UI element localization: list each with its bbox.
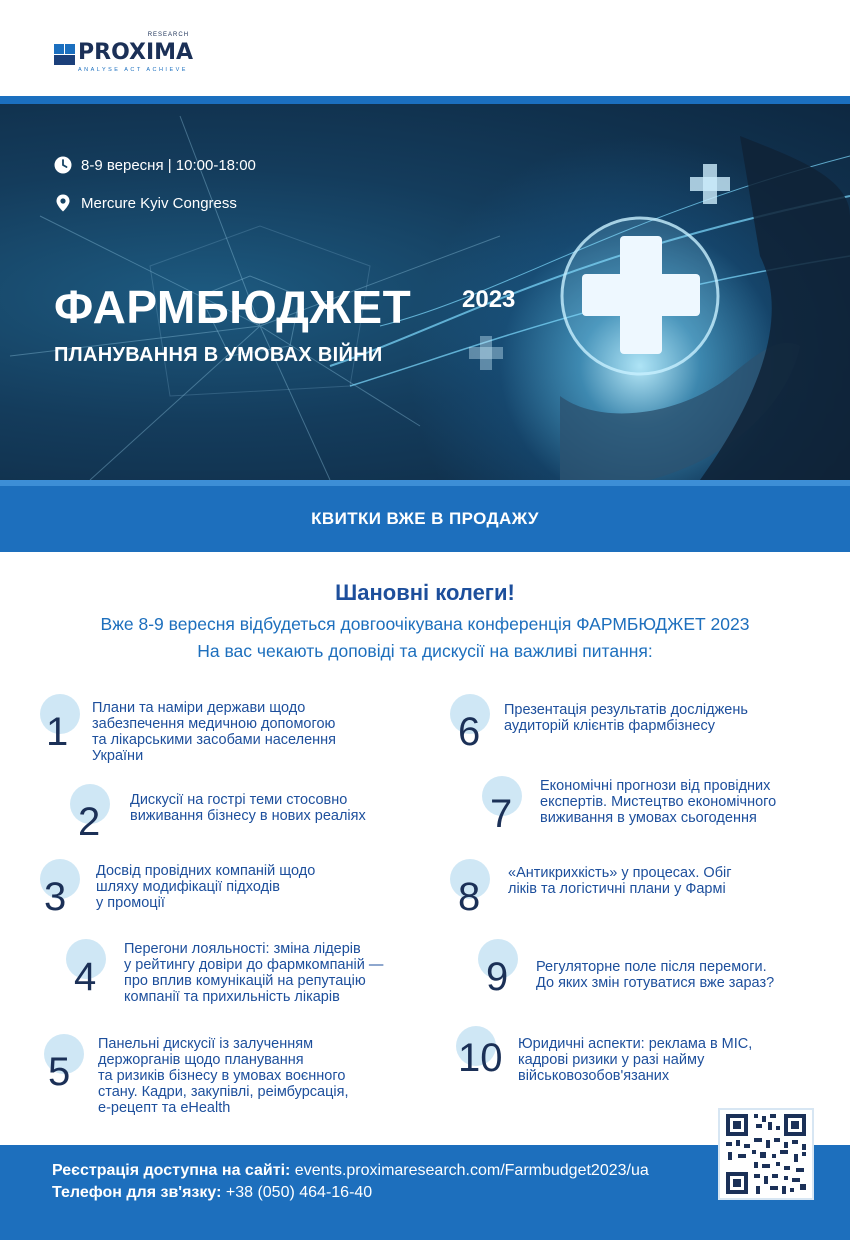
event-title: ФАРМБЮДЖЕТ <box>54 281 412 333</box>
event-venue-row <box>54 194 237 212</box>
proxima-logo[interactable] <box>54 32 194 73</box>
qr-code[interactable] <box>718 1108 814 1200</box>
agenda-number: 4 <box>74 955 97 999</box>
event-date-time: 8-9 вересня | 10:00-18:00 <box>81 156 256 174</box>
agenda-text: Досвід провідних компаній щодо шляху модифікації підходів у промоції <box>96 863 316 911</box>
agenda-number: 8 <box>458 875 481 919</box>
logo-name: PROXIMA <box>78 40 194 65</box>
greeting-heading: Шановні колеги! <box>335 580 515 605</box>
agenda-text: «Антикрихкість» у процесах. Обіг ліків та логістичні плани у Фармі <box>508 865 732 897</box>
phone-row <box>52 1184 372 1202</box>
phone-number[interactable]: +38 (050) 464-16-40 <box>225 1184 373 1201</box>
tickets-label: КВИТКИ ВЖЕ В ПРОДАЖУ <box>311 509 539 528</box>
agenda-number: 5 <box>48 1050 71 1094</box>
event-year: 2023 <box>462 286 516 313</box>
agenda-text: Економічні прогнози від провідних експертів. Мистецтво економічного виживання в умовах сьогодення <box>540 778 777 826</box>
agenda-number: 10 <box>458 1036 503 1080</box>
registration-link[interactable]: events.proximaresearch.com/Farmbudget2023/ua <box>294 1162 649 1179</box>
registration-row <box>52 1162 649 1180</box>
intro-line-2: На вас чекають доповіді та дискусії на важливі питання: <box>197 641 653 661</box>
agenda-number: 3 <box>44 875 67 919</box>
location-pin-icon <box>54 194 72 212</box>
agenda-number: 7 <box>490 792 513 836</box>
agenda-text: Юридичні аспекти: реклама в МІС, кадрові ризики у разі найму військовозобов'язаних <box>518 1036 753 1084</box>
intro-line-1: Вже 8-9 вересня відбудеться довгоочікувана конференція ФАРМБЮДЖЕТ 2023 <box>100 614 750 634</box>
header <box>0 0 850 96</box>
event-venue: Mercure Kyiv Congress <box>81 194 237 212</box>
registration-label: Реєстрація доступна на сайті: <box>52 1162 291 1179</box>
tickets-banner[interactable] <box>0 480 850 552</box>
event-date-row <box>54 156 256 174</box>
agenda-number: 6 <box>458 710 481 754</box>
agenda-text: Перегони лояльності: зміна лідерів у рейтингу довіри до фармкомпаній — про вплив комунікацій на репутацію компанії та прихильність лікарів <box>124 941 384 1005</box>
agenda-text: Плани та наміри держави щодо забезпечення медичною допомогою та лікарськими засобами населення України <box>92 700 337 764</box>
agenda-text: Регуляторне поле після перемоги. До яких змін готуватися вже зараз? <box>536 959 775 991</box>
agenda-number: 1 <box>46 710 69 754</box>
agenda-number: 9 <box>486 955 509 999</box>
logo-mark-icon <box>54 44 76 66</box>
clock-icon <box>54 156 72 174</box>
qr-code-icon <box>720 1110 812 1198</box>
agenda-text: Презентація результатів досліджень аудиторій клієнтів фармбізнесу <box>504 702 748 734</box>
agenda-text: Дискусії на гострі теми стосовно виживання бізнесу в нових реаліях <box>130 792 366 824</box>
logo-research-label: RESEARCH <box>147 32 190 38</box>
phone-label: Телефон для зв'язку: <box>52 1184 222 1201</box>
hero-banner <box>0 96 850 480</box>
logo-tagline: ANALYSE ACT ACHIEVE <box>78 67 188 73</box>
event-subtitle: ПЛАНУВАННЯ В УМОВАХ ВІЙНИ <box>54 344 383 366</box>
agenda-text: Панельні дискусії із залученням держорганів щодо планування та ризиків бізнесу в умовах воєнного стану. Кадри, закупівлі, реімбурсація, е-рецепт та eHealth <box>98 1036 349 1116</box>
agenda-number: 2 <box>78 800 101 844</box>
